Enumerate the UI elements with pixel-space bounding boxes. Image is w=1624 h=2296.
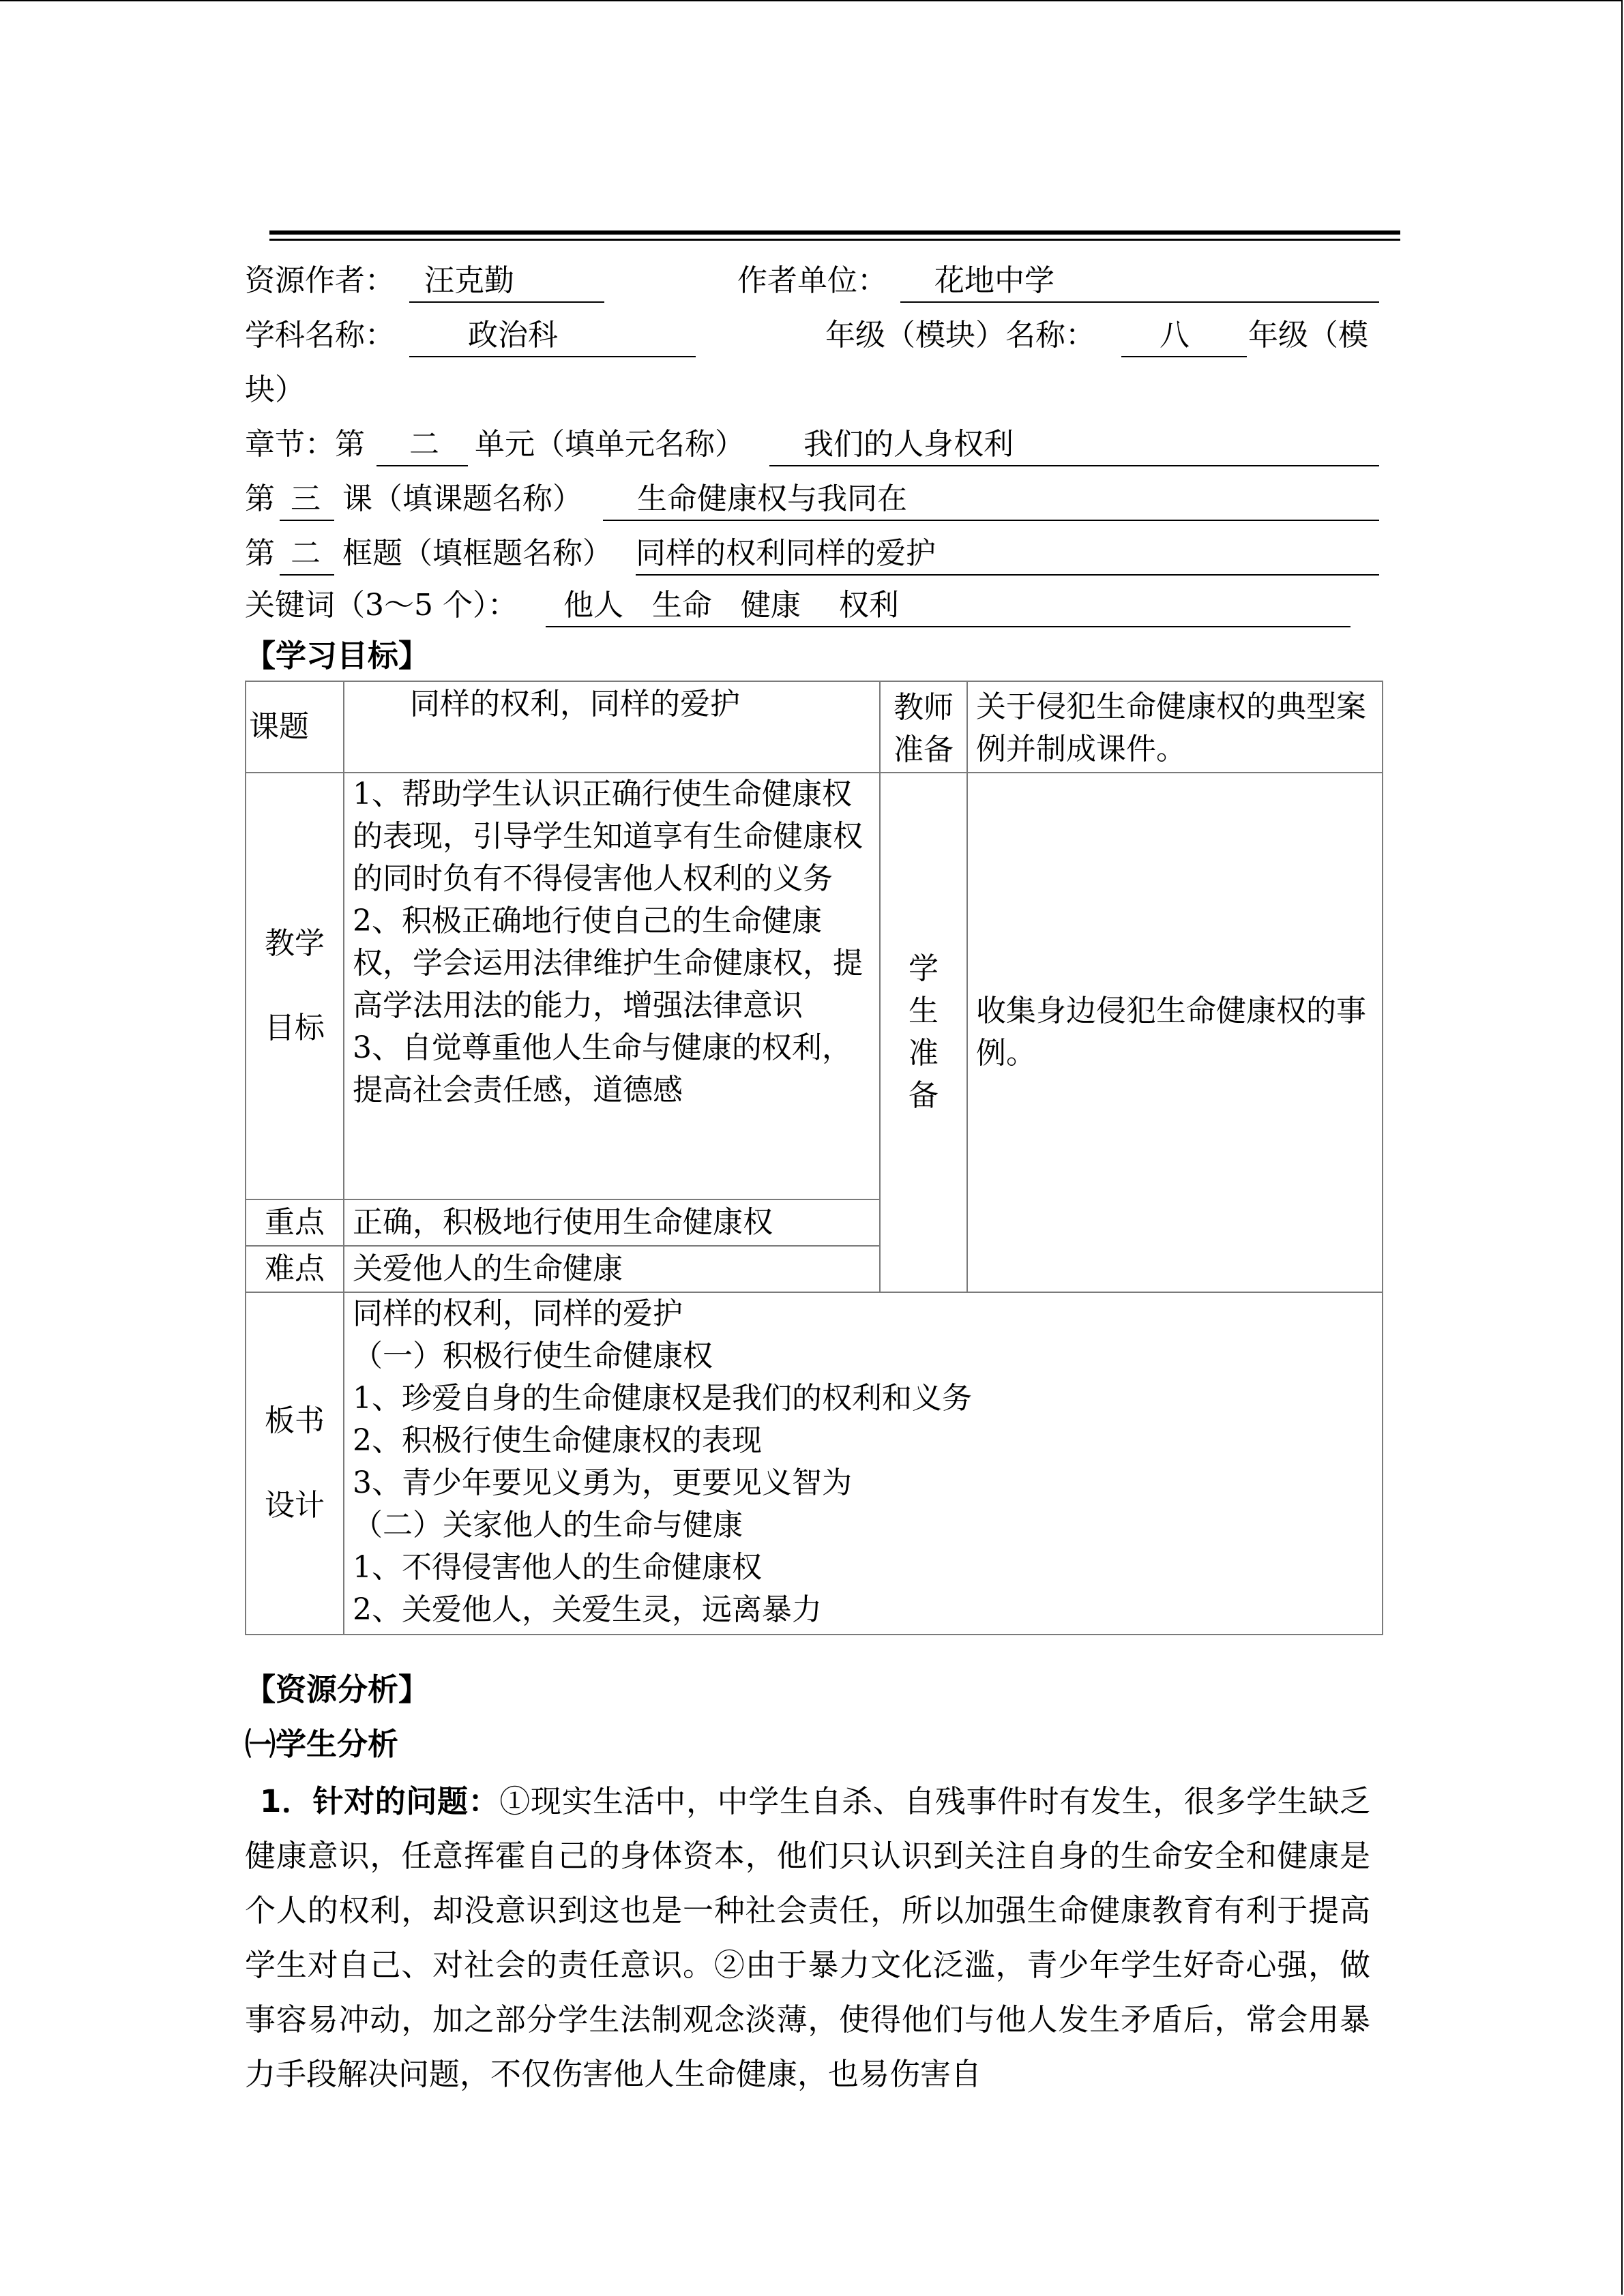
subject-label: 学科名称： <box>245 318 395 353</box>
lesson-name-field <box>603 479 1379 521</box>
teacher-prep-label-2: 准备 <box>894 732 954 767</box>
keywords-field <box>546 585 1350 627</box>
grade-label: 年级（模块）名称： <box>825 318 1095 353</box>
teacher-prep-label <box>880 681 967 773</box>
board-line: （一）积极行使生命健康权 <box>353 1339 713 1373</box>
lesson-number: 三 <box>291 481 321 516</box>
board-line: （二）关家他人的生命与健康 <box>353 1508 743 1542</box>
analysis-heading: 【资源分析】 <box>245 1671 430 1708</box>
keywords-label: 关键词（3～5 个）： <box>245 588 518 623</box>
board-label-gap <box>249 1442 340 1485</box>
student-prep-label: 学 生 准 备 <box>880 773 967 1292</box>
frame-name: 同样的权利同样的爱护 <box>636 536 936 571</box>
teacher-prep-value: 关于侵犯生命健康权的典型案例并制成课件。 <box>967 681 1383 773</box>
lesson-plan-table <box>245 681 1383 1635</box>
unit-name-field <box>769 424 1379 466</box>
board-label-2: 设计 <box>265 1488 325 1523</box>
goals-label-2: 目标 <box>265 1011 325 1045</box>
board-label <box>246 1292 344 1635</box>
student-prep-value: 收集身边侵犯生命健康权的事例。 <box>967 773 1383 1292</box>
lesson-mid: 课（填课题名称） <box>342 481 582 516</box>
board-label-1: 板书 <box>265 1403 325 1438</box>
frame-name-field <box>636 533 1379 576</box>
subject-field <box>409 315 696 357</box>
unit-no-field <box>377 424 468 466</box>
author-label: 资源作者： <box>245 263 395 298</box>
lesson-no-field <box>280 479 334 521</box>
board-line: 1、珍爱自身的生命健康权是我们的权利和义务 <box>353 1381 972 1416</box>
chapter-prefix: 章节：第 <box>245 427 365 462</box>
frame-number: 二 <box>291 536 321 571</box>
board-line: 3、青少年要见义勇为，更要见义智为 <box>353 1465 852 1500</box>
frame-no-field <box>280 533 334 576</box>
problem-text: ①现实生活中，中学生自杀、自残事件时有发生，很多学生缺乏健康意识，任意挥霍自己的身体资本，他们只认识到关注自身的生命安全和健康是个人的权利，却没意识到这也是一种社会责任，所以加强生命健康教育有利于提高学生对自己、对社会的责任意识。②由于暴力文化泛滥，青少年学生好奇心强，做事容易冲动，加之部分学生法制观念淡薄，使得他们与他人发生矛盾后，常会用暴力手段解决问题，不仅伤害他人生命健康，也易伤害自 <box>245 1783 1370 2092</box>
grade-value: 八 <box>1160 318 1190 353</box>
grade-suffix: 年级（模 <box>1248 318 1368 353</box>
objectives-heading: 【学习目标】 <box>245 638 430 674</box>
topic-label: 课题 <box>246 681 344 773</box>
board-line: 同样的权利，同样的爱护 <box>353 1296 683 1331</box>
goals-label-1: 教学 <box>265 926 325 961</box>
unit-mid: 单元（填单元名称） <box>475 427 745 462</box>
author-field <box>409 260 604 303</box>
unit-field <box>900 260 1379 303</box>
lesson-prefix: 第 <box>245 481 275 516</box>
topic-value: 同样的权利，同样的爱护 <box>344 681 880 773</box>
goals-value: 1、帮助学生认识正确行使生命健康权的表现，引导学生知道享有生命健康权的同时负有不得侵害他人权利的义务 2、积极正确地行使自己的生命健康权，学会运用法律维护生命健康权，提高学法用法的能力，增强法律意识 3、自觉尊重他人生命与健康的权利，提高社会责任感，道德感 <box>344 773 880 1199</box>
board-line: 2、积极行使生命健康权的表现 <box>353 1423 762 1458</box>
problem-paragraph <box>245 1774 1370 2102</box>
author-value: 汪克勤 <box>424 263 514 298</box>
difficulty-value: 关爱他人的生命健康 <box>344 1246 880 1292</box>
teacher-prep-label-1: 教师 <box>894 690 954 725</box>
goals-label <box>246 773 344 1199</box>
subject-value: 政治科 <box>468 318 558 353</box>
unit-number: 二 <box>409 427 439 462</box>
difficulty-label: 难点 <box>246 1246 344 1292</box>
key-point-label: 重点 <box>246 1199 344 1246</box>
frame-prefix: 第 <box>245 536 275 571</box>
frame-mid: 框题（填框题名称） <box>342 536 612 571</box>
student-analysis-heading: ㈠学生分析 <box>245 1726 399 1762</box>
lesson-name: 生命健康权与我同在 <box>637 481 907 516</box>
unit-value: 花地中学 <box>934 263 1054 298</box>
board-design <box>344 1292 1383 1635</box>
keywords-value: 他人 生命 健康 权利 <box>563 588 899 623</box>
goals-label-gap <box>249 965 340 1007</box>
key-point-value: 正确，积极地行使用生命健康权 <box>344 1199 880 1246</box>
unit-label: 作者单位： <box>737 263 887 298</box>
board-line: 2、关爱他人，关爱生灵，远离暴力 <box>353 1592 822 1627</box>
grade-field <box>1121 315 1247 357</box>
header-rule-thin <box>269 239 1400 241</box>
header-rule-thick <box>269 230 1400 235</box>
grade-suffix-wrap: 块） <box>245 372 305 407</box>
problem-label: 1．针对的问题： <box>260 1783 500 1819</box>
board-line: 1、不得侵害他人的生命健康权 <box>353 1550 762 1585</box>
unit-name: 我们的人身权利 <box>803 427 1014 462</box>
